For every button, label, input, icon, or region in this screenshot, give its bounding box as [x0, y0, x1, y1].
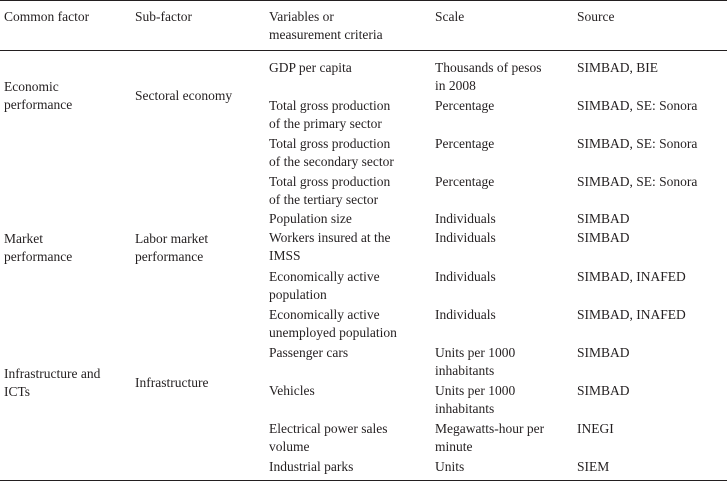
row-source: SIMBAD, SE: Sonora: [577, 174, 698, 189]
row-source: SIMBAD: [577, 383, 630, 398]
row-scale-line1: Individuals: [435, 307, 496, 322]
row-scale-line1: Individuals: [435, 269, 496, 284]
row-variable-line1: Economically active: [269, 307, 380, 322]
row-variable-line1: Electrical power sales: [269, 421, 388, 436]
row-scale-line1: Percentage: [435, 98, 495, 113]
row-variable-line2: unemployed population: [269, 325, 397, 340]
row-source: SIMBAD: [577, 345, 630, 360]
subfactor-labor-line1: Labor market: [135, 231, 209, 246]
header-variables-line2: measurement criteria: [269, 27, 383, 42]
row-variable-line1: Workers insured at the: [269, 230, 391, 245]
header-variables-line1: Variables or: [269, 9, 334, 24]
row-variable-line1: Total gross production: [269, 98, 391, 113]
row-source: SIEM: [577, 459, 610, 474]
row-source: SIMBAD: [577, 211, 630, 226]
factor-economic-line1: Economic: [4, 79, 59, 94]
row-variable-line1: Economically active: [269, 269, 380, 284]
subfactor-sectoral: Sectoral economy: [135, 88, 233, 103]
header-source: Source: [577, 9, 615, 24]
row-scale-line1: Percentage: [435, 136, 495, 151]
row-scale-line1: Individuals: [435, 211, 496, 226]
row-scale-line1: Units per 1000: [435, 383, 516, 398]
row-scale-line2: in 2008: [435, 78, 476, 93]
row-variable-line1: Population size: [269, 211, 352, 226]
factor-infra-line2: ICTs: [4, 384, 31, 399]
row-scale-line1: Thousands of pesos: [435, 60, 542, 75]
header-scale: Scale: [435, 9, 465, 24]
factor-infra-line1: Infrastructure and: [4, 366, 101, 381]
row-variable-line1: Total gross production: [269, 136, 391, 151]
row-scale-line1: Units: [435, 459, 465, 474]
row-source: SIMBAD, SE: Sonora: [577, 98, 698, 113]
row-source: SIMBAD, INAFED: [577, 307, 686, 322]
row-scale-line2: minute: [435, 439, 473, 454]
row-scale-line2: inhabitants: [435, 401, 495, 416]
row-variable-line1: Vehicles: [269, 383, 315, 398]
row-source: INEGI: [577, 421, 614, 436]
row-source: SIMBAD: [577, 230, 630, 245]
row-scale-line1: Percentage: [435, 174, 495, 189]
header-sub-factor: Sub-factor: [135, 9, 192, 24]
row-variable-line2: volume: [269, 439, 310, 454]
factor-market-line2: performance: [4, 249, 73, 264]
row-scale-line1: Individuals: [435, 230, 496, 245]
row-source: SIMBAD, SE: Sonora: [577, 136, 698, 151]
factor-market-line1: Market: [4, 231, 43, 246]
table-bottom-rule: [0, 480, 727, 481]
subfactor-infrastructure: Infrastructure: [135, 375, 209, 390]
row-variable-line1: Industrial parks: [269, 459, 354, 474]
row-variable-line2: IMSS: [269, 248, 301, 263]
row-source: SIMBAD, INAFED: [577, 269, 686, 284]
row-variable-line1: Total gross production: [269, 174, 391, 189]
factor-economic-line2: performance: [4, 97, 73, 112]
header-common-factor: Common factor: [4, 9, 90, 24]
row-variable-line2: of the secondary sector: [269, 154, 394, 169]
row-scale-line1: Units per 1000: [435, 345, 516, 360]
row-variable-line2: of the tertiary sector: [269, 192, 379, 207]
subfactor-labor-line2: performance: [135, 249, 204, 264]
row-variable-line1: Passenger cars: [269, 345, 349, 360]
table-top-rule: [0, 0, 727, 1]
row-variable-line2: of the primary sector: [269, 116, 382, 131]
row-scale-line2: inhabitants: [435, 363, 495, 378]
row-scale-line1: Megawatts-hour per: [435, 421, 545, 436]
row-variable-line1: GDP per capita: [269, 60, 352, 75]
row-variable-line2: population: [269, 287, 327, 302]
row-source: SIMBAD, BIE: [577, 60, 659, 75]
header-bottom-rule: [0, 50, 727, 51]
